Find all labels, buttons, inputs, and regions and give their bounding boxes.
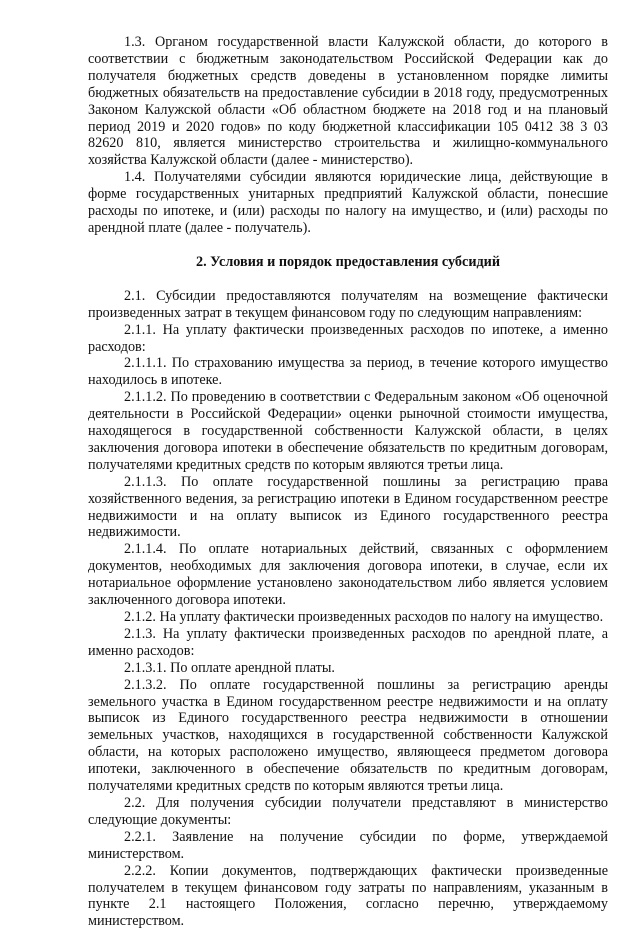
- paragraph-2-1-3: 2.1.3. На уплату фактически произведенных расходов по арендной плате, а именно расходов:: [88, 625, 608, 659]
- paragraph-2-1-1-2: 2.1.1.2. По проведению в соответствии с Федеральным законом «Об оценочной деятельности в Российской Федерации» оценки рыночной стоимости имущества, находящегося в государственной собственности Калужской области, в целях заключения договора ипотеки в обеспечение обязательств по кредитным договорам, получателями кредитных средств по которым являются третьи лица.: [88, 389, 608, 473]
- paragraph-2-1-1-3: 2.1.1.3. По оплате государственной пошлины за регистрацию права хозяйственного ведения, за регистрацию ипотеки в Едином государственном реестре недвижимости и на оплату выписок из Единого государственного реестра недвижимости.: [88, 473, 608, 541]
- paragraph-2-2-1: 2.2.1. Заявление на получение субсидии по форме, утверждаемой министерством.: [88, 828, 608, 862]
- paragraph-2-1-1: 2.1.1. На уплату фактически произведенных расходов по ипотеке, а именно расходов:: [88, 321, 608, 355]
- paragraph-2-1: 2.1. Субсидии предоставляются получателям на возмещение фактически произведенных затрат в текущем финансовом году по следующим направлениям:: [88, 287, 608, 321]
- paragraph-1-4: 1.4. Получателями субсидии являются юридические лица, действующие в форме государственных унитарных предприятий Калужской области, понесшие расходы по ипотеке, и (или) расходы по налогу на имущество, и (или) расходы по арендной плате (далее - получатель).: [88, 169, 608, 236]
- document-page: [88, 34, 608, 930]
- paragraph-2-1-1-4: 2.1.1.4. По оплате нотариальных действий, связанных с оформлением документов, необходимых для заключения договора ипотеки, в случае, если их нотариальное оформление установлено законодательством либо является условием заключенного договора ипотеки.: [88, 541, 608, 609]
- paragraph-2-2: 2.2. Для получения субсидии получатели представляют в министерство следующие документы:: [88, 794, 608, 828]
- section-heading: 2. Условия и порядок предоставления субсидий: [195, 253, 501, 270]
- paragraph-2-1-1-1: 2.1.1.1. По страхованию имущества за период, в течение которого имущество находилось в ипотеке.: [88, 355, 608, 389]
- paragraph-1-3: 1.3. Органом государственной власти Калужской области, до которого в соответствии с бюджетным законодательством Российской Федерации как до получателя бюджетных средств доведены в установленном порядке лимиты бюджетных обязательств на предоставление субсидии в 2018 году, предусмотренных Законом Калужской области «Об областном бюджете на 2018 год и на плановый период 2019 и 2020 годов» по коду бюджетной классификации 105 0412 38 3 03 82620 810, является министерство строительства и жилищно-коммунального хозяйства Калужской области (далее - министерство).: [88, 34, 608, 169]
- paragraph-2-1-3-1: 2.1.3.1. По оплате арендной платы.: [124, 659, 335, 676]
- paragraph-2-2-2: 2.2.2. Копии документов, подтверждающих фактически произведенные получателем в текущем финансовом году затраты по направлениям, указанным в пункте 2.1 настоящего Положения, согласно перечню, утверждаемому министерством.: [88, 862, 608, 930]
- paragraph-2-1-2: 2.1.2. На уплату фактически произведенных расходов по налогу на имущество.: [124, 609, 604, 625]
- paragraph-2-1-3-2: 2.1.3.2. По оплате государственной пошлины за регистрацию аренды земельного участка в Едином государственном реестре недвижимости и на оплату выписок из Единого государственного реестра недвижимости в отношении земельных участков, находящихся в государственной собственности Калужской области, на которых расположено имущество, являющееся предметом договора ипотеки, заключенного в обеспечение обязательств по кредитным договорам, получателями кредитных средств по которым являются третьи лица.: [88, 676, 608, 795]
